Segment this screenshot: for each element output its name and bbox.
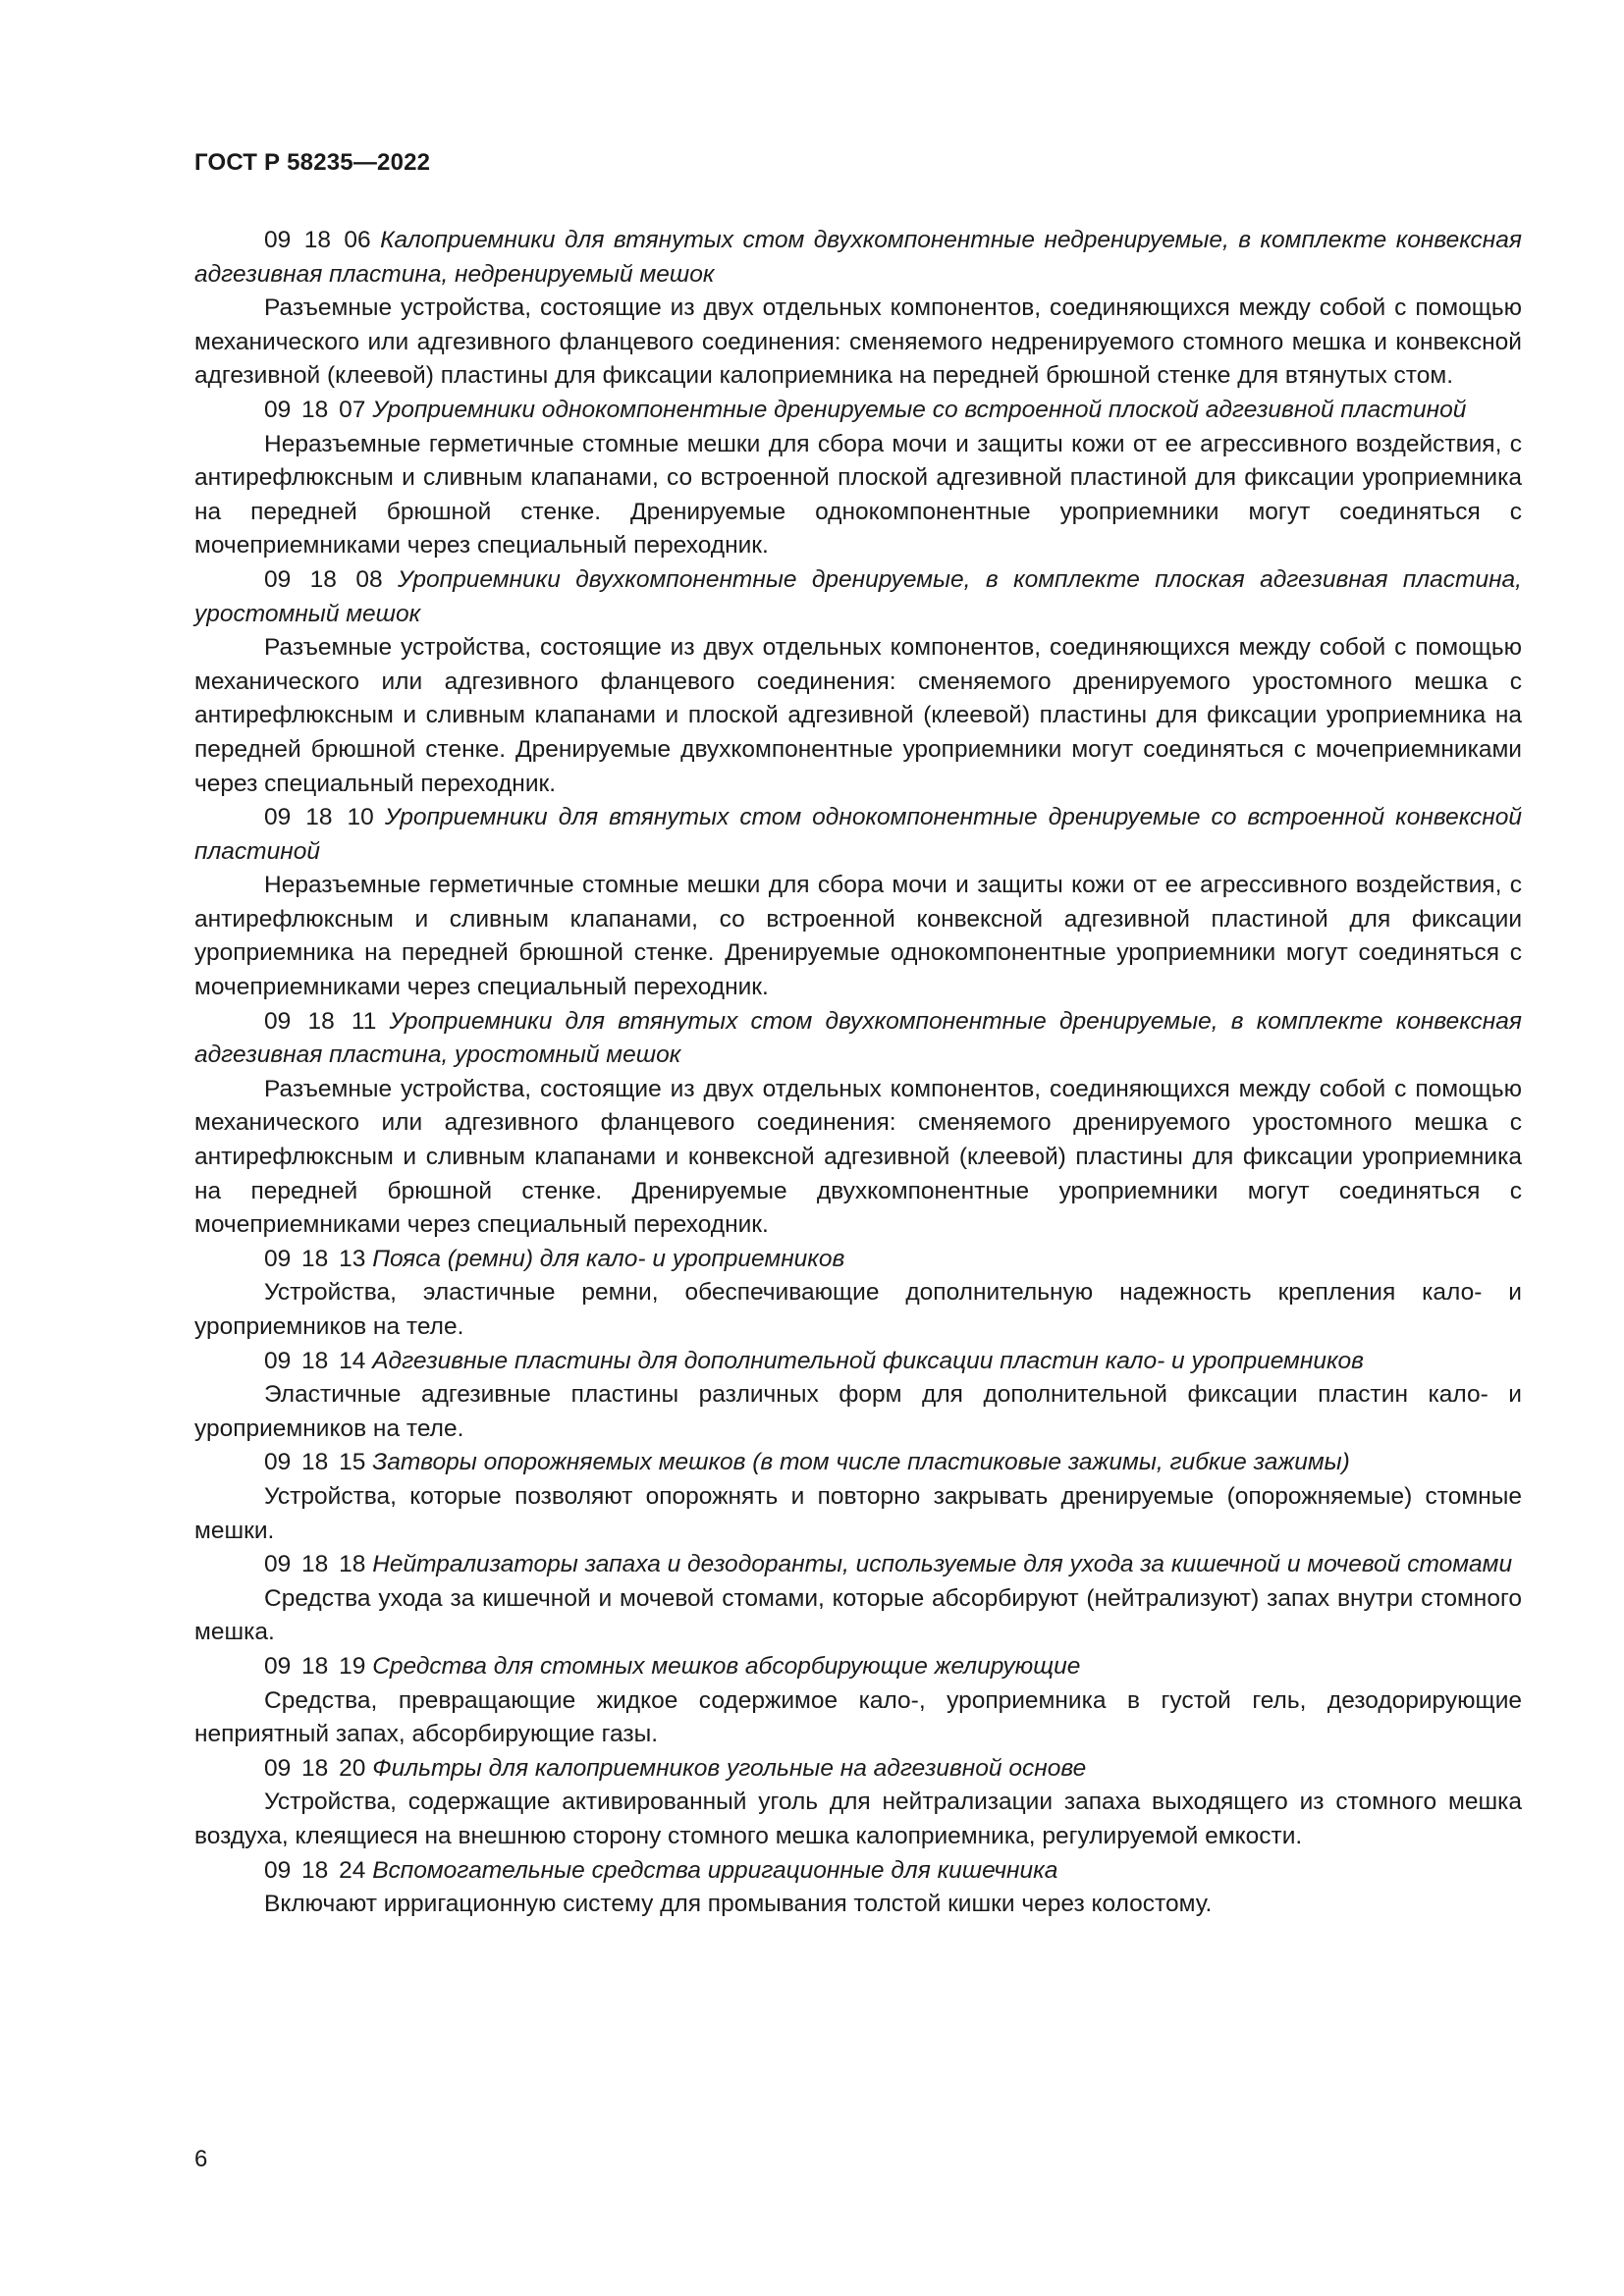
entry-09-18-13 (194, 1243, 1522, 1345)
entry-description: Разъемные устройства, состоящие из двух отдельных компонентов, соединяющихся между собой с помощью механического или адгезивного фланцевого соединения: сменяемого дренируемого уростомного мешка с антирефлюксным и сливным клапанами и плоской адгезивной (клеевой) пластины для фиксации уроприемника на передней брюшной стенке. Дренируемые двухкомпонентные уроприемники могут соединяться с мочеприемниками через специальный переходник. (194, 634, 1522, 797)
entry-term: Уроприемники двухкомпонентные дренируемые, в комплекте плоская адгезивная пластина, уростомный мешок (194, 565, 1522, 627)
entry-09-18-19 (194, 1650, 1522, 1752)
entry-code: 09 18 15 (264, 1449, 366, 1476)
entry-code: 09 18 19 (264, 1652, 366, 1680)
entry-09-18-06 (194, 224, 1522, 394)
entry-term: Калоприемники для втянутых стом двухкомпонентные недренируемые, в комплекте конвексная адгезивная пластина, недренируемый мешок (194, 227, 1522, 288)
entry-title (194, 1650, 1522, 1684)
entry-description: Средства ухода за кишечной и мочевой стомами, которые абсорбируют (нейтрализуют) запах внутри стомного мешка. (194, 1584, 1522, 1646)
entry-title (194, 1345, 1522, 1379)
entry-code: 09 18 08 (264, 565, 383, 593)
entry-description: Устройства, содержащие активированный уголь для нейтрализации запаха выходящего из стомного мешка воздуха, клеящиеся на внешнюю сторону стомного мешка калоприемника, регулируемой емкости. (194, 1789, 1522, 1849)
standard-header: ГОСТ Р 58235—2022 (194, 149, 431, 176)
entry-description: Неразъемные герметичные стомные мешки для сбора мочи и защиты кожи от ее агрессивного воздействия, с антирефлюксным и сливным клапанами, со встроенной конвексной адгезивной пластиной для фиксации уроприемника на передней брюшной стенке. Дренируемые однокомпонентные уроприемники могут соединяться с мочеприемниками через специальный переходник. (194, 872, 1522, 1001)
entry-09-18-11 (194, 1005, 1522, 1243)
entry-code: 09 18 18 (264, 1551, 366, 1578)
entry-description: Включают ирригационную систему для промывания толстой кишки через колостому. (264, 1891, 1213, 1918)
entry-title (194, 1243, 1522, 1277)
entry-code: 09 18 07 (264, 396, 366, 423)
entry-term: Затворы опорожняемых мешков (в том числе пластиковые зажимы, гибкие зажимы) (372, 1449, 1350, 1476)
entry-09-18-08 (194, 563, 1522, 801)
entry-term: Уроприемники для втянутых стом однокомпонентные дренируемые со встроенной конвексной пластиной (194, 804, 1522, 865)
entry-code: 09 18 14 (264, 1347, 366, 1374)
entry-title (194, 1005, 1522, 1073)
entry-code: 09 18 24 (264, 1856, 366, 1884)
entry-code: 09 18 06 (264, 227, 371, 253)
entry-title (194, 1548, 1522, 1582)
entry-09-18-15 (194, 1446, 1522, 1548)
entry-09-18-20 (194, 1752, 1522, 1854)
entry-09-18-10 (194, 801, 1522, 1005)
document-body (194, 224, 1522, 1922)
entry-code: 09 18 13 (264, 1245, 366, 1272)
entry-code: 09 18 20 (264, 1754, 366, 1782)
entry-term: Адгезивные пластины для дополнительной фиксации пластин кало- и уроприемников (372, 1347, 1364, 1374)
entry-09-18-24 (194, 1854, 1522, 1922)
entry-description: Устройства, которые позволяют опорожнять и повторно закрывать дренируемые (опорожняемые) стомные мешки. (194, 1482, 1522, 1544)
entry-description: Разъемные устройства, состоящие из двух отдельных компонентов, соединяющихся между собой с помощью механического или адгезивного фланцевого соединения: сменяемого дренируемого уростомного мешка с антирефлюксным и сливным клапанами и конвексной адгезивной (клеевой) пластины для фиксации уроприемника на передней брюшной стенке. Дренируемые двухкомпонентные уроприемники могут соединяться с мочеприемниками через специальный переходник. (194, 1075, 1522, 1239)
page-number: 6 (194, 2146, 208, 2172)
entry-09-18-07 (194, 394, 1522, 563)
entry-term: Средства для стомных мешков абсорбирующие желирующие (372, 1652, 1081, 1680)
entry-09-18-14 (194, 1345, 1522, 1447)
entry-description: Эластичные адгезивные пластины различных форм для дополнительной фиксации пластин кало- и уроприемников на теле. (194, 1381, 1522, 1442)
entry-description: Неразъемные герметичные стомные мешки для сбора мочи и защиты кожи от ее агрессивного воздействия, с антирефлюксным и сливным клапанами, со встроенной плоской адгезивной пластиной для фиксации уроприемника на передней брюшной стенке. Дренируемые однокомпонентные уроприемники могут соединяться с мочеприемниками через специальный переходник. (194, 430, 1522, 560)
entry-title (194, 801, 1522, 869)
entry-09-18-18 (194, 1548, 1522, 1650)
entry-title (194, 394, 1522, 428)
entry-term: Уроприемники для втянутых стом двухкомпонентные дренируемые, в комплекте конвексная адгезивная пластина, уростомный мешок (194, 1007, 1522, 1069)
entry-term: Пояса (ремни) для кало- и уроприемников (372, 1245, 845, 1272)
entry-description: Средства, превращающие жидкое содержимое кало-, уроприемника в густой гель, дезодорирующие неприятный запах, абсорбирующие газы. (194, 1686, 1522, 1748)
entry-description: Разъемные устройства, состоящие из двух отдельных компонентов, соединяющихся между собой с помощью механического или адгезивного фланцевого соединения: сменяемого недренируемого стомного мешка и конвексной адгезивной (клеевой) пластины для фиксации калоприемника на передней брюшной стенке для втянутых стом. (194, 294, 1522, 390)
entry-code: 09 18 11 (264, 1007, 377, 1035)
entry-title (194, 563, 1522, 631)
entry-description: Устройства, эластичные ремни, обеспечивающие дополнительную надежность крепления кало- и уроприемников на теле. (194, 1279, 1522, 1340)
entry-term: Вспомогательные средства ирригационные для кишечника (372, 1856, 1058, 1884)
entry-title (194, 1446, 1522, 1480)
entry-term: Фильтры для калоприемников угольные на адгезивной основе (372, 1754, 1087, 1782)
entry-term: Уроприемники однокомпонентные дренируемые со встроенной плоской адгезивной пластиной (372, 396, 1467, 423)
entry-term: Нейтрализаторы запаха и дезодоранты, используемые для ухода за кишечной и мочевой стомами (372, 1551, 1513, 1578)
entry-title (194, 1854, 1522, 1889)
entry-title (194, 224, 1522, 292)
entry-code: 09 18 10 (264, 804, 374, 831)
entry-title (194, 1752, 1522, 1787)
